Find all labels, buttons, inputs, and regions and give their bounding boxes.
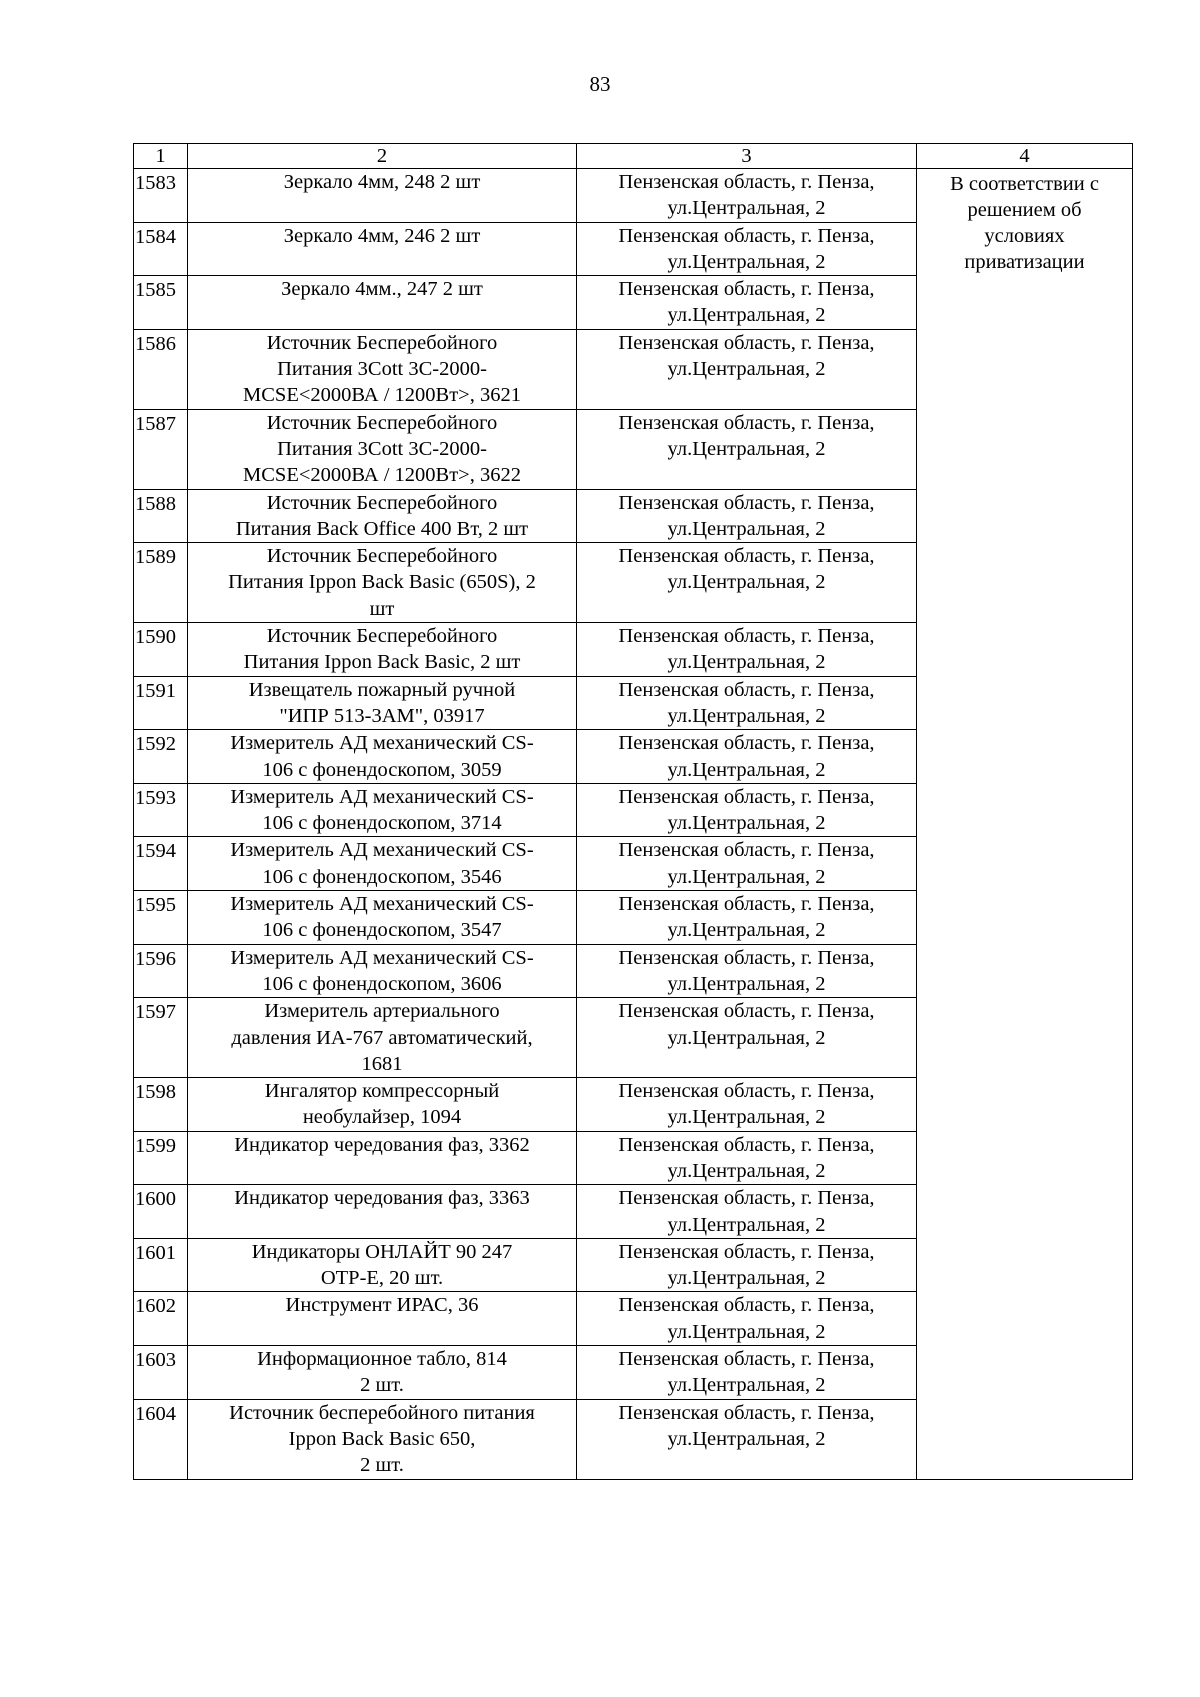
item-address-line: Пензенская область, г. Пенза,	[618, 1187, 875, 1210]
item-name-line: Ингалятор компрессорный	[264, 1080, 500, 1103]
item-address-line: Пензенская область, г. Пенза,	[618, 946, 875, 969]
row-number: 1588	[134, 489, 188, 543]
row-number: 1590	[134, 623, 188, 677]
item-name-line: Индикаторы ОНЛАЙТ 90 247	[251, 1240, 513, 1263]
item-address-line: ул.Центральная, 2	[667, 651, 826, 674]
item-address-line: Пензенская область, г. Пенза,	[618, 785, 875, 808]
header-col-1: 1	[134, 144, 188, 169]
item-address-line: Пензенская область, г. Пенза,	[618, 1294, 875, 1317]
item-address-line: ул.Центральная, 2	[667, 1320, 826, 1343]
row-number: 1594	[134, 837, 188, 891]
item-address-line: ул.Центральная, 2	[667, 704, 826, 727]
item-address	[577, 623, 917, 677]
item-name-line: необулайзер, 1094	[302, 1106, 462, 1129]
item-name-line: 106 с фонендоскопом, 3059	[262, 758, 502, 781]
item-address-line: Пензенская область, г. Пенза,	[618, 678, 875, 701]
item-address	[577, 222, 917, 276]
row-number: 1586	[134, 329, 188, 409]
item-name	[188, 329, 577, 409]
item-address-line: Пензенская область, г. Пенза,	[618, 171, 875, 193]
row-number: 1589	[134, 543, 188, 623]
item-name	[188, 623, 577, 677]
item-address-line: ул.Центральная, 2	[667, 1106, 826, 1129]
item-name	[188, 1238, 577, 1292]
item-name-line: 2 шт.	[360, 1374, 404, 1397]
item-name-line: Извещатель пожарный ручной	[248, 678, 516, 701]
item-name-line: OTP-E, 20 шт.	[320, 1267, 444, 1290]
item-name	[188, 1292, 577, 1346]
item-name-line: MCSE<2000ВА / 1200Вт>, 3622	[243, 464, 521, 487]
row-number: 1600	[134, 1185, 188, 1239]
item-name-line: Инструмент ИРАС, 36	[285, 1294, 479, 1317]
item-address-line: ул.Центральная, 2	[667, 1374, 826, 1397]
item-name-line: 106 с фонендоскопом, 3547	[262, 919, 502, 942]
item-address-line: Пензенская область, г. Пенза,	[618, 839, 875, 862]
table-body	[134, 169, 1133, 1480]
item-name-line: Источник Бесперебойного	[266, 491, 498, 514]
item-name-line: Источник Бесперебойного	[266, 545, 498, 568]
row-number: 1591	[134, 676, 188, 730]
item-address-line: Пензенская область, г. Пенза,	[618, 1133, 875, 1156]
item-address	[577, 329, 917, 409]
item-address	[577, 891, 917, 945]
item-name	[188, 489, 577, 543]
header-row	[134, 144, 1133, 169]
item-address	[577, 1292, 917, 1346]
row-number: 1597	[134, 998, 188, 1078]
item-name-line: Индикатор чередования фаз, 3363	[234, 1187, 530, 1210]
item-address-line: ул.Центральная, 2	[667, 1427, 826, 1450]
item-name-line: Индикатор чередования фаз, 3362	[234, 1133, 530, 1156]
item-address-line: ул.Центральная, 2	[667, 571, 826, 594]
item-address-line: ул.Центральная, 2	[667, 517, 826, 540]
item-address-line: Пензенская область, г. Пенза,	[618, 224, 875, 247]
condition-line: приватизации	[964, 251, 1085, 273]
item-name-line: Измеритель артериального	[264, 1000, 500, 1023]
item-address-line: ул.Центральная, 2	[667, 1026, 826, 1049]
item-name-line: Питания 3Cott 3C-2000-	[277, 437, 487, 460]
condition-line: решением об	[967, 199, 1082, 221]
item-address-line: ул.Центральная, 2	[667, 1267, 826, 1290]
item-name-line: Питания 3Cott 3C-2000-	[277, 358, 487, 381]
item-name	[188, 783, 577, 837]
page-number: 83	[589, 72, 611, 96]
item-name-line: Питания Ippon Back Basic (650S), 2	[228, 571, 536, 594]
item-address-line: ул.Центральная, 2	[667, 437, 826, 460]
table-row	[134, 169, 1133, 223]
item-name-line: шт	[369, 597, 395, 620]
item-name	[188, 222, 577, 276]
item-address-line: ул.Центральная, 2	[667, 197, 826, 220]
item-address-line: ул.Центральная, 2	[667, 304, 826, 327]
item-name	[188, 543, 577, 623]
item-address-line: Пензенская область, г. Пенза,	[618, 625, 875, 648]
item-name-line: 106 с фонендоскопом, 3546	[262, 865, 502, 888]
row-number: 1604	[134, 1399, 188, 1479]
item-address-line: Пензенская область, г. Пенза,	[618, 1348, 875, 1371]
item-address-line: Пензенская область, г. Пенза,	[618, 491, 875, 514]
item-address-line: ул.Центральная, 2	[667, 919, 826, 942]
item-name	[188, 1078, 577, 1132]
item-name-line: давления ИА-767 автоматический,	[231, 1026, 533, 1049]
item-name-line: 2 шт.	[360, 1454, 404, 1477]
item-address-line: ул.Центральная, 2	[667, 865, 826, 888]
header-col-3: 3	[577, 144, 917, 169]
row-number: 1596	[134, 944, 188, 998]
item-address-line: Пензенская область, г. Пенза,	[618, 732, 875, 755]
item-name	[188, 169, 577, 223]
item-address	[577, 944, 917, 998]
item-address	[577, 1399, 917, 1479]
item-name	[188, 730, 577, 784]
item-name	[188, 1399, 577, 1479]
row-number: 1593	[134, 783, 188, 837]
item-address-line: Пензенская область, г. Пенза,	[618, 545, 875, 568]
item-name	[188, 276, 577, 330]
item-name-line: Питания Back Office 400 Вт, 2 шт	[235, 517, 529, 540]
row-number: 1595	[134, 891, 188, 945]
item-name	[188, 891, 577, 945]
item-address	[577, 1238, 917, 1292]
item-address-line: ул.Центральная, 2	[667, 1213, 826, 1236]
item-name-line: Питания Ippon Back Basic, 2 шт	[243, 651, 521, 674]
item-name	[188, 1131, 577, 1185]
item-name	[188, 1346, 577, 1400]
item-address	[577, 676, 917, 730]
item-address	[577, 276, 917, 330]
condition-line: В соответствии с	[950, 173, 1099, 195]
item-name-line: Измеритель АД механический CS-	[230, 732, 534, 755]
item-name-line: "ИПР 513-3АМ", 03917	[279, 704, 485, 727]
item-name-line: 106 с фонендоскопом, 3606	[262, 972, 502, 995]
item-name	[188, 676, 577, 730]
row-number: 1598	[134, 1078, 188, 1132]
item-address	[577, 1346, 917, 1400]
item-name	[188, 409, 577, 489]
item-name-line: 1681	[361, 1052, 403, 1075]
item-address	[577, 730, 917, 784]
item-address-line: ул.Центральная, 2	[667, 812, 826, 835]
item-address	[577, 783, 917, 837]
item-name-line: Источник Бесперебойного	[266, 625, 498, 648]
row-number: 1599	[134, 1131, 188, 1185]
item-address-line: ул.Центральная, 2	[667, 358, 826, 381]
item-address	[577, 837, 917, 891]
item-name-line: Зеркало 4мм, 246 2 шт	[283, 224, 481, 247]
item-address-line: Пензенская область, г. Пенза,	[618, 1000, 875, 1023]
item-address	[577, 1131, 917, 1185]
item-name-line: Ippon Back Basic 650,	[288, 1427, 476, 1450]
item-address-line: ул.Центральная, 2	[667, 972, 826, 995]
property-table	[133, 143, 1133, 1480]
item-name-line: Информационное табло, 814	[257, 1348, 507, 1371]
item-name-line: Зеркало 4мм, 248 2 шт	[283, 171, 481, 193]
item-address-line: Пензенская область, г. Пенза,	[618, 893, 875, 916]
item-address	[577, 1078, 917, 1132]
item-name-line: Измеритель АД механический CS-	[230, 785, 534, 808]
privatization-condition	[917, 169, 1133, 1480]
row-number: 1601	[134, 1238, 188, 1292]
item-name-line: Измеритель АД механический CS-	[230, 839, 534, 862]
item-address-line: ул.Центральная, 2	[667, 1159, 826, 1182]
item-name-line: Измеритель АД механический CS-	[230, 893, 534, 916]
item-address-line: Пензенская область, г. Пенза,	[618, 1401, 875, 1424]
item-name-line: Источник Бесперебойного	[266, 331, 498, 354]
item-name-line: Источник бесперебойного питания	[229, 1401, 535, 1424]
item-address	[577, 489, 917, 543]
item-address-line: Пензенская область, г. Пенза,	[618, 1080, 875, 1103]
item-name-line: Источник Бесперебойного	[266, 411, 498, 434]
row-number: 1603	[134, 1346, 188, 1400]
row-number: 1585	[134, 276, 188, 330]
item-address-line: ул.Центральная, 2	[667, 250, 826, 273]
item-address-line: ул.Центральная, 2	[667, 758, 826, 781]
item-name-line: Измеритель АД механический CS-	[230, 946, 534, 969]
row-number: 1592	[134, 730, 188, 784]
row-number: 1583	[134, 169, 188, 223]
item-address	[577, 1185, 917, 1239]
item-name	[188, 944, 577, 998]
item-name	[188, 998, 577, 1078]
item-address-line: Пензенская область, г. Пенза,	[618, 1240, 875, 1263]
item-address	[577, 169, 917, 223]
item-address	[577, 543, 917, 623]
item-address-line: Пензенская область, г. Пенза,	[618, 278, 875, 301]
row-number: 1587	[134, 409, 188, 489]
item-address-line: Пензенская область, г. Пенза,	[618, 331, 875, 354]
item-name	[188, 1185, 577, 1239]
item-address	[577, 998, 917, 1078]
item-address-line: Пензенская область, г. Пенза,	[618, 411, 875, 434]
row-number: 1584	[134, 222, 188, 276]
condition-line: условиях	[984, 225, 1065, 247]
item-name	[188, 837, 577, 891]
item-name-line: 106 с фонендоскопом, 3714	[262, 812, 502, 835]
header-col-4: 4	[917, 144, 1133, 169]
header-col-2: 2	[188, 144, 577, 169]
item-name-line: MCSE<2000ВА / 1200Вт>, 3621	[243, 384, 521, 407]
item-address	[577, 409, 917, 489]
row-number: 1602	[134, 1292, 188, 1346]
item-name-line: Зеркало 4мм., 247 2 шт	[281, 278, 483, 301]
